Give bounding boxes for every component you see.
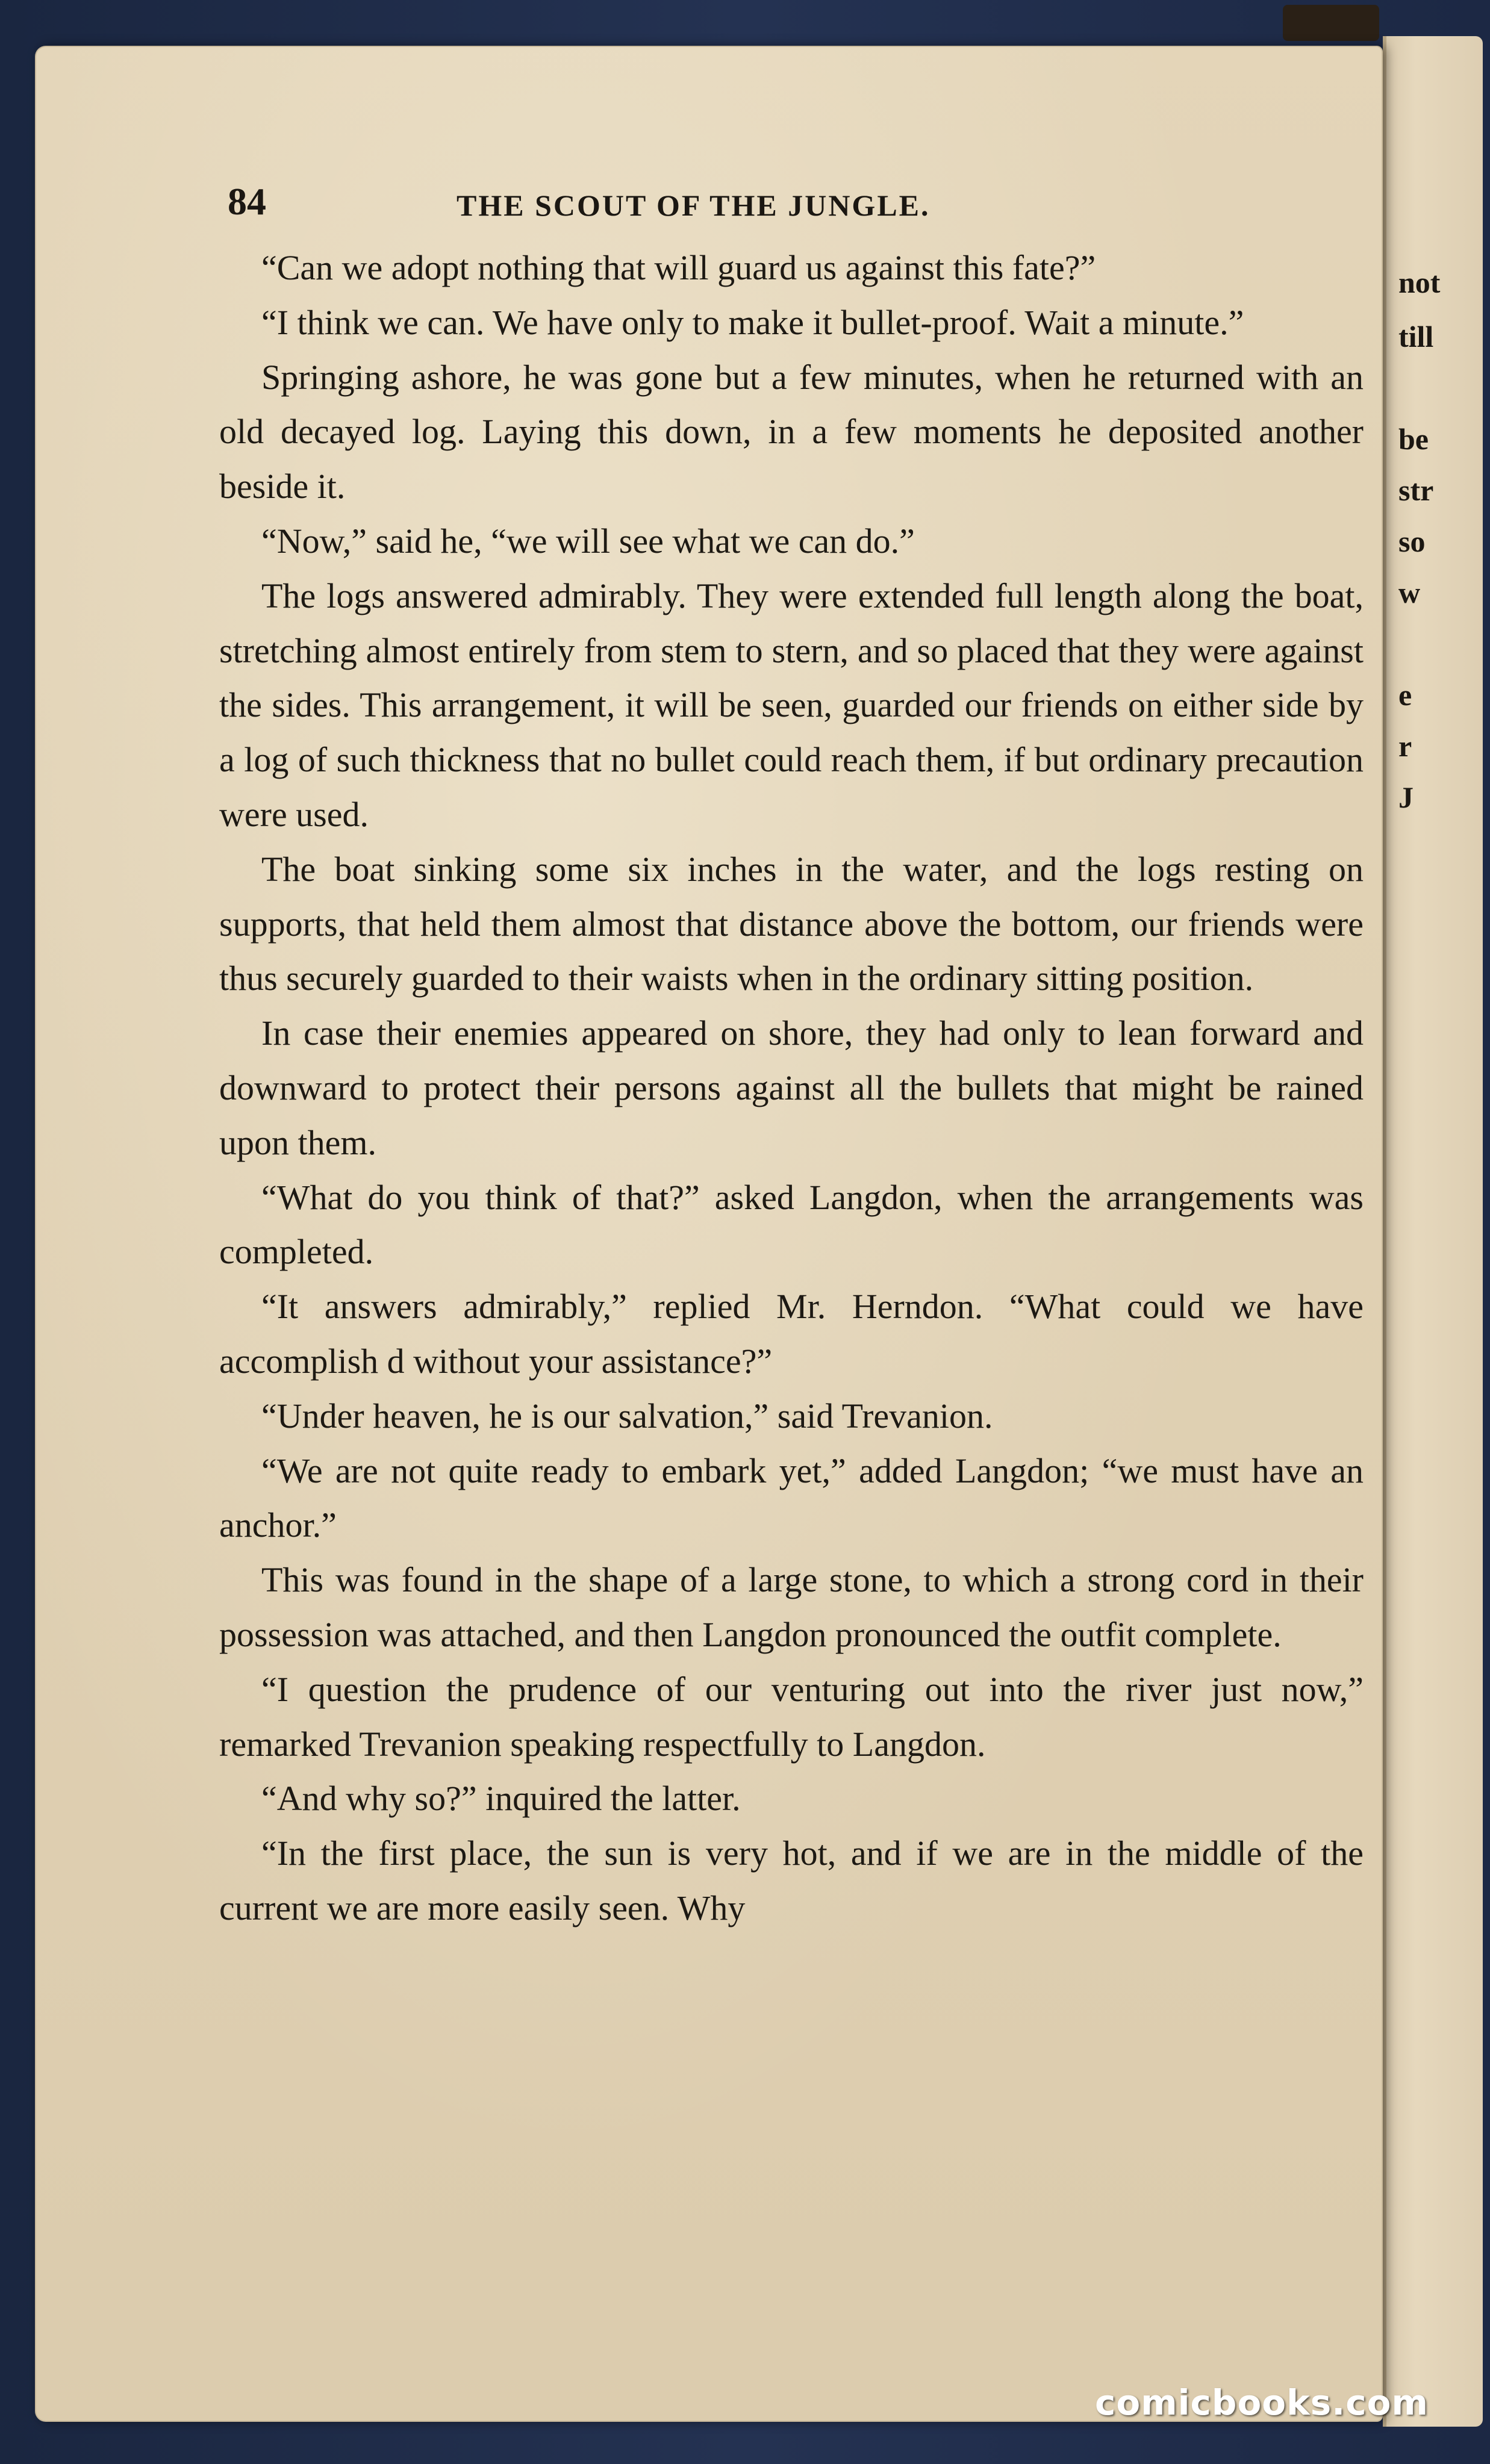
watermark: comicbooks.com [1095,2382,1429,2423]
facing-page-fragment: e [1398,678,1412,712]
facing-page-fragment: be [1398,422,1429,456]
paragraph: This was found in the shape of a large stone, to which a strong cord in their possession was attached, and then Langdon pronounced the outfit complete. [219,1560,1364,1654]
body-text [219,241,1364,1936]
paragraph: Springing ashore, he was gone but a few minutes, when he returned with an old decayed log. Laying this down, in a few moments he deposited another beside it. [219,357,1364,506]
book-spine-top [1283,5,1379,41]
paragraph: The boat sinking some six inches in the water, and the logs resting on supports, that held them almost that distance above the bottom, our friends were thus securely guarded to their waists when in the ordinary sitting position. [219,849,1364,998]
paragraph: “Can we adopt nothing that will guard us against this fate?” [261,248,1096,287]
paragraph: The logs answered admirably. They were extended full length along the boat, stretching almost entirely from stem to stern, and so placed that they were against the sides. This arrangement, it will be seen, guarded our friends on either side by a log of such thickness that no bullet could reach them, if but ordinary precaution were used. [219,576,1364,834]
paragraph: “Now,” said he, “we will see what we can do.” [261,521,915,561]
facing-page-fragment: till [1398,320,1434,353]
paragraph: “It answers admirably,” replied Mr. Herndon. “What could we have accomplish d without your assistance?” [219,1287,1364,1381]
paragraph: In case their enemies appeared on shore, they had only to lean forward and downward to protect their persons against all the bullets that might be rained upon them. [219,1013,1364,1162]
paragraph: “I think we can. We have only to make it bullet-proof. Wait a minute.” [261,302,1244,342]
facing-page-fragment: so [1398,524,1426,558]
facing-page-fragment: not [1398,266,1441,299]
page-header [192,179,1360,228]
running-title: THE SCOUT OF THE JUNGLE. [457,188,930,222]
paragraph: “And why so?” inquired the latter. [261,1779,741,1818]
paragraph: “In the first place, the sun is very hot, and if we are in the middle of the current we are more easily seen. Why [219,1834,1364,1927]
facing-page-fragment: r [1398,729,1412,763]
paragraph: “I question the prudence of our venturing out into the river just now,” remarked Trevanion speaking respectfully to Langdon. [219,1669,1364,1764]
paragraph: “Under heaven, he is our salvation,” said Trevanion. [261,1396,993,1436]
page-number: 84 [228,180,266,223]
facing-page-fragment: str [1398,473,1434,507]
paragraph: “What do you think of that?” asked Langdon, when the arrangements was completed. [219,1177,1364,1272]
paragraph: “We are not quite ready to embark yet,” added Langdon; “we must have an anchor.” [219,1451,1364,1545]
facing-page-fragment: J [1398,780,1414,814]
facing-page-edge [1383,36,1483,2427]
facing-page-fragment: w [1398,576,1421,609]
